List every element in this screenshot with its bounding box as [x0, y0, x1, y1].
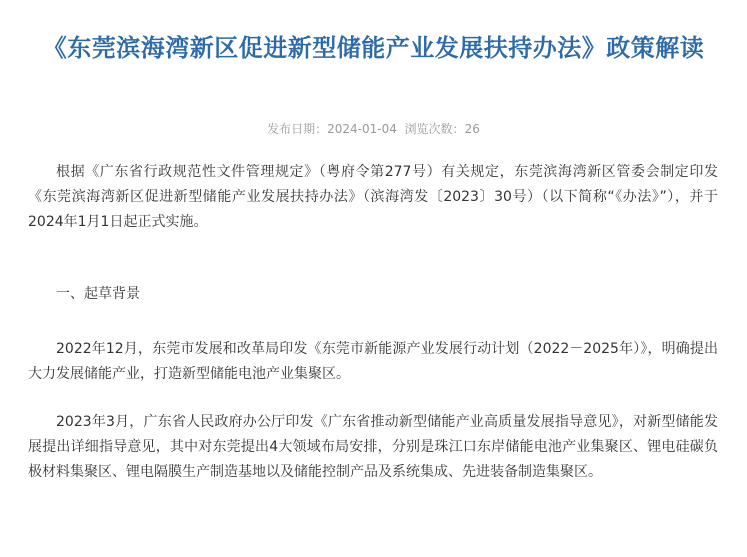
- view-count: 26: [464, 122, 480, 136]
- paragraph-intro: 根据《广东省行政规范性文件管理规定》（粤府令第277号）有关规定，东莞滨海湾新区管委会制定印发《东莞滨海湾新区促进新型储能产业发展扶持办法》（滨海湾发〔2023〕30号）（以下简称“《办法》”），并于2024年1月1日起正式实施。: [28, 164, 718, 230]
- article-meta: [0, 120, 747, 138]
- paragraph-background-1: 2022年12月，东莞市发展和改革局印发《东莞市新能源产业发展行动计划（2022－2025年）》，明确提出大力发展储能产业，打造新型储能电池产业集聚区。: [28, 341, 718, 382]
- view-count-label: 浏览次数：: [404, 122, 465, 136]
- article-title: 《东莞滨海湾新区促进新型储能产业发展扶持办法》政策解读: [42, 34, 705, 62]
- publish-date-label: 发布日期：: [267, 122, 328, 136]
- section-heading: 一、起草背景: [56, 286, 140, 302]
- paragraph-background-2: 2023年3月，广东省人民政府办公厅印发《广东省推动新型储能产业高质量发展指导意见》，对新型储能发展提出详细指导意见，其中对东莞提出4大领域布局安排，分别是珠江口东岸储能电池产业集聚区、锂电硅碳负极材料集聚区、锂电隔膜生产制造基地以及储能控制产品及系统集成、先进装备制造集聚区。: [28, 414, 718, 480]
- publish-date: 2024-01-04: [327, 122, 397, 136]
